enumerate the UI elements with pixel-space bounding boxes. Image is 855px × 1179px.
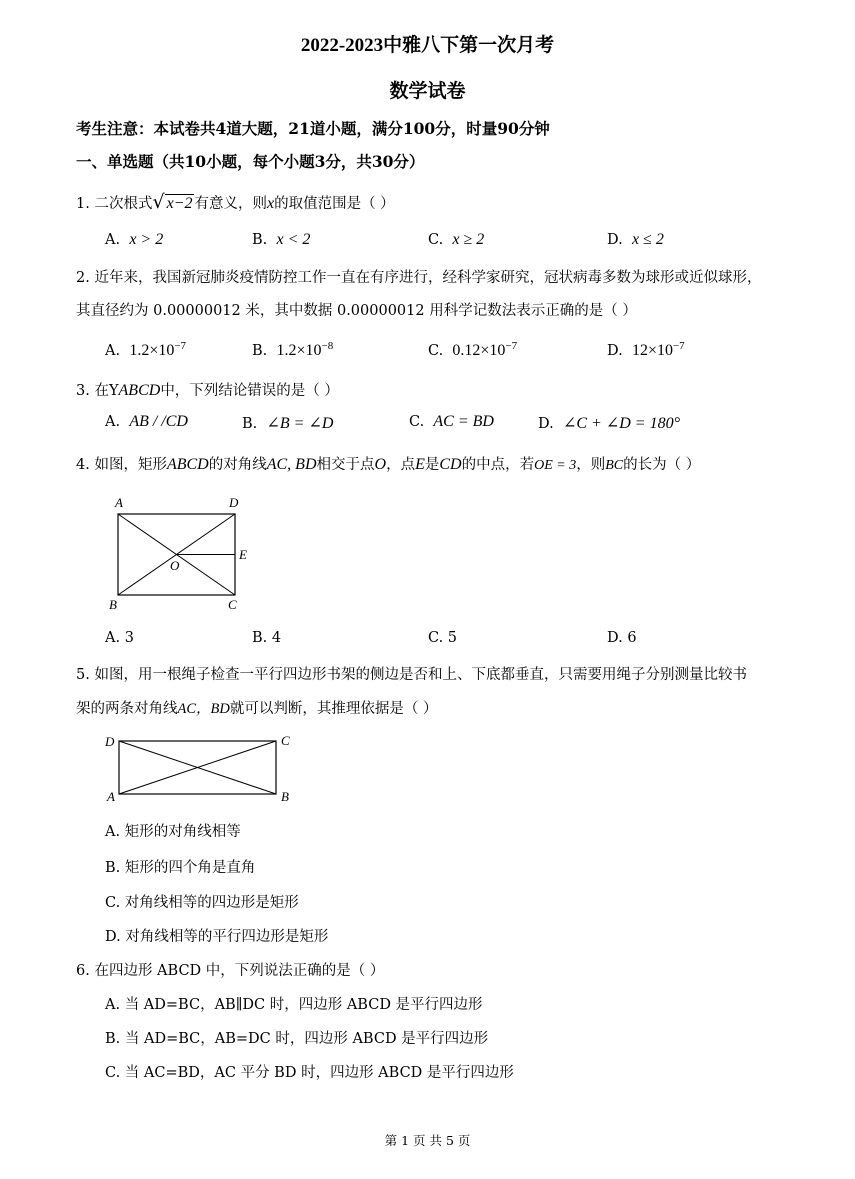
- q5-option-b[interactable]: B. 矩形的四个角是直角: [105, 860, 256, 876]
- exam-title: 2022-2023中雅八下第一次月考: [300, 35, 555, 56]
- q1-var: x: [266, 195, 275, 212]
- q1-text-pre: 1. 二次根式: [76, 196, 153, 212]
- q5-option-c[interactable]: C. 对角线相等的四边形是矩形: [105, 895, 299, 911]
- question-6: 6. 在四边形 ABCD 中，下列说法正确的是（ ）: [76, 963, 385, 979]
- exam-subtitle: 数学试卷: [389, 81, 466, 102]
- question-5-line2: 架的两条对角线AC，BD就可以判断，其推理依据是（ ）: [76, 701, 438, 717]
- q4-label-o: O: [170, 558, 180, 573]
- q6-option-a[interactable]: A. 当 AD=BC，AB∥DC 时，四边形 ABCD 是平行四边形: [105, 997, 483, 1013]
- q4-rectangle-figure: [100, 490, 270, 620]
- q2-option-b[interactable]: B. $1.2\times 10^{-8}$: [252, 340, 334, 359]
- q2-option-a[interactable]: A. $1.2\times 10^{-7}$: [105, 340, 187, 359]
- q5-bookshelf-figure: [100, 728, 300, 808]
- question-1: [76, 191, 395, 213]
- sqrt-sign: √: [152, 191, 165, 213]
- q5-label-a: A: [107, 789, 115, 804]
- q1-option-b[interactable]: B. x < 2: [252, 231, 311, 248]
- q3-option-c[interactable]: C. AC = BD: [409, 413, 494, 430]
- q4-label-c: C: [228, 597, 237, 612]
- exam-notice: 考生注意：本试卷共4道大题，21道小题，满分100分，时量90分钟: [76, 119, 550, 138]
- q1-text-post: 有意义，则: [194, 196, 267, 212]
- question-2-line1: 2. 近年来，我国新冠肺炎疫情防控工作一直在有序进行，经科学家研究，冠状病毒多数为球形或近似球形，: [76, 270, 762, 286]
- q1-option-c[interactable]: C. x ≥ 2: [428, 231, 485, 248]
- q1-option-a[interactable]: A. x > 2: [105, 231, 164, 248]
- q1-radicand: x−2: [166, 195, 193, 212]
- q5-label-b: B: [281, 789, 289, 804]
- q2-option-c[interactable]: C. $0.12\times 10^{-7}$: [428, 340, 518, 359]
- q6-option-c[interactable]: C. 当 AC=BD，AC 平分 BD 时，四边形 ABCD 是平行四边形: [105, 1065, 514, 1081]
- q4-option-b[interactable]: B. 4: [252, 630, 282, 646]
- q5-label-c: C: [281, 733, 290, 748]
- q6-option-b[interactable]: B. 当 AD=BC，AB=DC 时，四边形 ABCD 是平行四边形: [105, 1031, 489, 1047]
- q2-option-d[interactable]: D. $12\times 10^{-7}$: [607, 340, 685, 359]
- q5-option-d[interactable]: D. 对角线相等的平行四边形是矩形: [105, 929, 329, 945]
- q4-option-a[interactable]: A. 3: [105, 630, 134, 646]
- question-2-line2: 其直径约为 0.00000012 米，其中数据 0.00000012 用科学记数法表示正确的是（ ）: [76, 303, 637, 319]
- q4-option-d[interactable]: D. 6: [607, 630, 637, 646]
- question-4: 4. 如图，矩形ABCD的对角线AC, BD相交于点O，点E是CD的中点，若OE = 3，则BC的长为（ ）: [76, 456, 701, 473]
- section-title: 一、单选题（共10小题，每个小题3分，共30分）: [76, 152, 425, 171]
- q4-label-d: D: [229, 495, 239, 510]
- q3-option-b[interactable]: B. ∠B = ∠D: [242, 415, 334, 432]
- question-3: 3. 在YABCD中，下列结论错误的是（ ）: [76, 382, 339, 399]
- q4-label-a: A: [115, 495, 123, 510]
- q5-option-a[interactable]: A. 矩形的对角线相等: [105, 824, 241, 840]
- q4-label-b: B: [109, 597, 117, 612]
- q4-label-e: E: [239, 547, 247, 562]
- q1-option-d[interactable]: D. x ≤ 2: [607, 231, 664, 248]
- q3-option-d[interactable]: D. ∠C + ∠D = 180°: [538, 415, 680, 432]
- q4-option-c[interactable]: C. 5: [428, 630, 458, 646]
- question-5-line1: 5. 如图，用一根绳子检查一平行四边形书架的侧边是否和上、下底都垂直，只需要用绳子分别测量比较书: [76, 667, 747, 683]
- q1-text-post2: 的取值范围是（ ）: [274, 196, 395, 212]
- page-footer: 第 1 页 共 5 页: [384, 1133, 471, 1148]
- q3-option-a[interactable]: A. AB / /CD: [105, 413, 188, 430]
- q5-label-d: D: [105, 734, 115, 749]
